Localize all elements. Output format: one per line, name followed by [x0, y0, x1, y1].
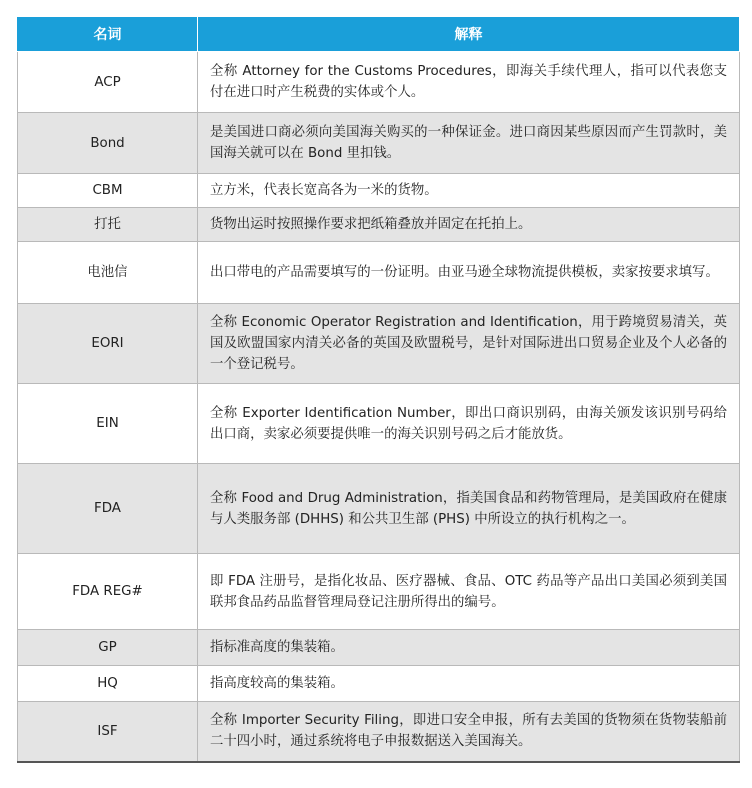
- glossary-table: [17, 16, 740, 763]
- definition-cell: 全称 Exporter Identification Number，即出口商识别码，由海关颁发该识别号码给出口商，卖家必须要提供唯一的海关识别号码之后才能放货。: [198, 384, 740, 464]
- term-cell: FDA REG#: [18, 554, 198, 630]
- header-term: 名词: [18, 17, 198, 52]
- table-row: [18, 242, 740, 304]
- term-cell: ACP: [18, 52, 198, 113]
- table-row: [18, 174, 740, 208]
- definition-cell: 指高度较高的集装箱。: [198, 666, 740, 702]
- definition-cell: 即 FDA 注册号，是指化妆品、医疗器械、食品、OTC 药品等产品出口美国必须到美国联邦食品药品监督管理局登记注册所得出的编号。: [198, 554, 740, 630]
- table-row: [18, 52, 740, 113]
- definition-cell: 是美国进口商必须向美国海关购买的一种保证金。进口商因某些原因而产生罚款时，美国海关就可以在 Bond 里扣钱。: [198, 113, 740, 174]
- term-cell: FDA: [18, 464, 198, 554]
- term-cell: EORI: [18, 304, 198, 384]
- definition-cell: 全称 Importer Security Filing，即进口安全申报，所有去美国的货物须在货物装船前二十四小时，通过系统将电子申报数据送入美国海关。: [198, 702, 740, 762]
- definition-cell: 全称 Attorney for the Customs Procedures，即海关手续代理人，指可以代表您支付在进口时产生税费的实体或个人。: [198, 52, 740, 113]
- table-row: [18, 113, 740, 174]
- definition-cell: 全称 Economic Operator Registration and Identification，用于跨境贸易清关，英国及欧盟国家内清关必备的英国及欧盟税号，是针对国际进出口贸易企业及个人必备的一个登记税号。: [198, 304, 740, 384]
- table-row: [18, 464, 740, 554]
- definition-cell: 立方米，代表长宽高各为一米的货物。: [198, 174, 740, 208]
- definition-cell: 全称 Food and Drug Administration，指美国食品和药物管理局，是美国政府在健康与人类服务部 (DHHS) 和公共卫生部 (PHS) 中所设立的执行机构之一。: [198, 464, 740, 554]
- term-cell: CBM: [18, 174, 198, 208]
- table-row: [18, 702, 740, 762]
- table-row: [18, 666, 740, 702]
- header-definition: 解释: [198, 17, 740, 52]
- table-row: [18, 554, 740, 630]
- glossary-table-container: [17, 16, 739, 763]
- term-cell: 打托: [18, 208, 198, 242]
- table-header-row: [18, 17, 740, 52]
- term-cell: GP: [18, 630, 198, 666]
- term-cell: EIN: [18, 384, 198, 464]
- definition-cell: 指标准高度的集装箱。: [198, 630, 740, 666]
- definition-cell: 出口带电的产品需要填写的一份证明。由亚马逊全球物流提供模板，卖家按要求填写。: [198, 242, 740, 304]
- definition-cell: 货物出运时按照操作要求把纸箱叠放并固定在托拍上。: [198, 208, 740, 242]
- table-row: [18, 384, 740, 464]
- table-row: [18, 304, 740, 384]
- table-row: [18, 208, 740, 242]
- table-row: [18, 630, 740, 666]
- term-cell: ISF: [18, 702, 198, 762]
- term-cell: 电池信: [18, 242, 198, 304]
- term-cell: Bond: [18, 113, 198, 174]
- term-cell: HQ: [18, 666, 198, 702]
